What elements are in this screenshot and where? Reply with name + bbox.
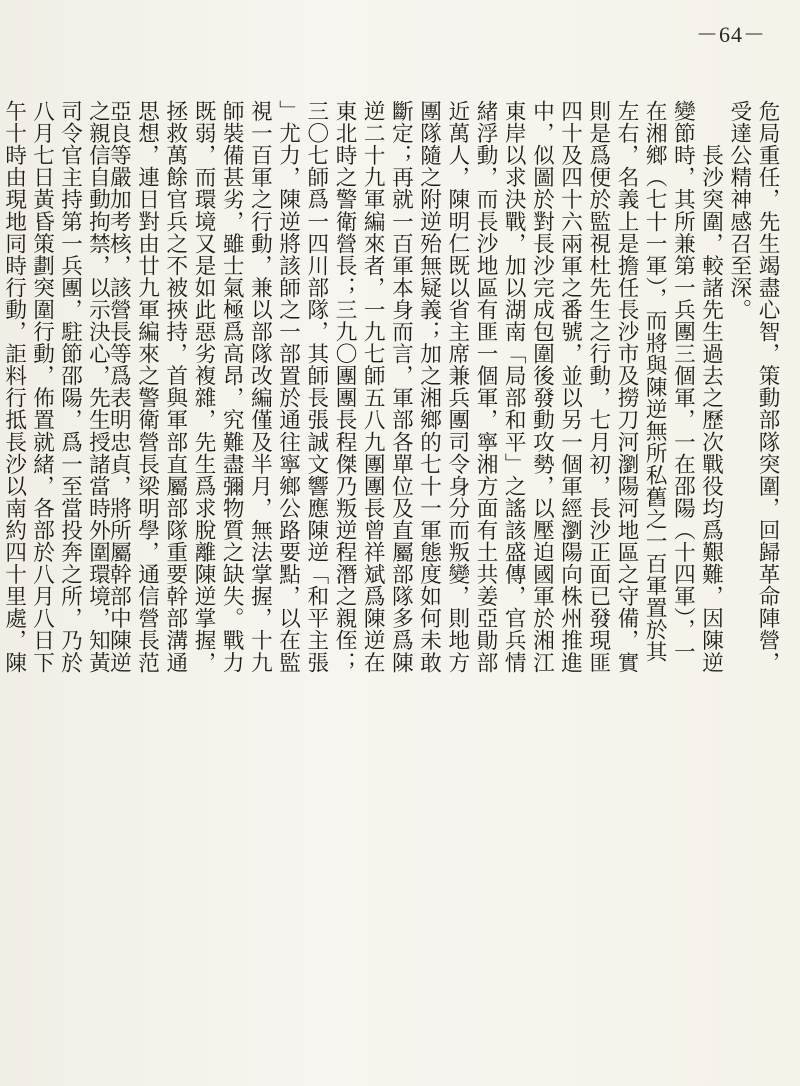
text-column: 受達公精神感召至深。 xyxy=(726,100,752,321)
text-column: 則是爲便於監視杜先生之行動，七月初，長沙正面已發現匪 xyxy=(585,100,611,674)
text-column: 午十時由現地同時行動，詎料行抵長沙以南約四十里處，陳 xyxy=(1,100,27,674)
text-column: 長沙突圍，較諸先生過去之歷次戰役均爲艱難，因陳逆 xyxy=(698,100,724,674)
text-column: 之親信自動拘禁，以示決心，先生授諸當時外圍環境，知黃 xyxy=(85,100,111,674)
text-column: 」尤力，陳逆將該師之一部置於通往寧鄉公路要點，以在監 xyxy=(275,100,301,674)
text-column: 視一百軍之行動，兼以部隊改編僅及半月，無法掌握，十九 xyxy=(247,100,273,674)
text-column: 既弱，而環境又是如此惡劣複雜，先生爲求脫離陳逆掌握， xyxy=(191,100,216,674)
text-column: 東北時之警衛營長；三九〇團團長程傑乃叛逆程潛之親侄； xyxy=(332,100,357,674)
text-column: 斷定；再就一百軍本身而言，軍部各單位及直屬部隊多爲陳 xyxy=(388,100,414,674)
text-column: 緒浮動，而長沙地區有匪一個軍，寧湘方面有土共姜亞勛部 xyxy=(473,100,498,674)
text-column: 近萬人，陳明仁既以省主席兼兵團司令身分而叛變，則地方 xyxy=(444,100,470,674)
text-column: 東岸以求決戰，加以湖南「局部和平」之謠該盛傳，官兵情 xyxy=(501,100,527,674)
text-column: 亞良等嚴加考核，該營長等爲表明忠貞，將所屬幹部中陳逆 xyxy=(106,100,132,674)
text-column: 四十及四十六兩軍之番號，並以另一個軍經瀏陽向株州推進 xyxy=(557,100,583,674)
text-column: 思想，連日對由廿九軍編來之警衛營長梁明學，通信營長范 xyxy=(134,100,160,674)
text-column: 司令官主持第一兵團，駐節邵陽，爲一至當投奔之所，乃於 xyxy=(57,100,83,674)
text-column: 在湘鄉（七十一軍），而將與陳逆無所私舊之一百軍置於其 xyxy=(642,100,668,663)
page-number: －64－ xyxy=(696,22,767,47)
text-column: 師裝備甚劣，雖士氣極爲高昂，究難盡彌物質之缺失。戰力 xyxy=(219,100,245,674)
text-column: 團隊隨之附逆殆無疑義；加之湘鄉的七十一軍態度如何未敢 xyxy=(416,100,442,674)
text-column: 三〇七師爲一四川部隊，其師長張誠文響應陳逆「和平主張 xyxy=(303,100,329,674)
text-column: 中，似圖於對長沙完成包圍後發動攻勢，以壓迫國軍於湘江 xyxy=(529,100,555,674)
text-column: 變節時，其所兼第一兵團三個軍，一在邵陽（十四軍），一 xyxy=(670,100,696,663)
text-column: 八月七日黃昏策劃突圍行動，佈置就緒，各部於八月八日下 xyxy=(29,100,55,674)
text-column: 逆二十九軍編來者，一九七師五八九團團長曾祥斌爲陳逆在 xyxy=(360,100,386,674)
text-column: 左右，名義上是擔任長沙市及撈刀河瀏陽河地區之守備，實 xyxy=(614,100,639,674)
text-column: 拯救萬餘官兵之不被挾持，首與軍部直屬部隊重要幹部溝通 xyxy=(162,100,188,674)
text-column: 危局重任，先生竭盡心智，策動部隊突圍，回歸革命陣營， xyxy=(755,100,780,674)
